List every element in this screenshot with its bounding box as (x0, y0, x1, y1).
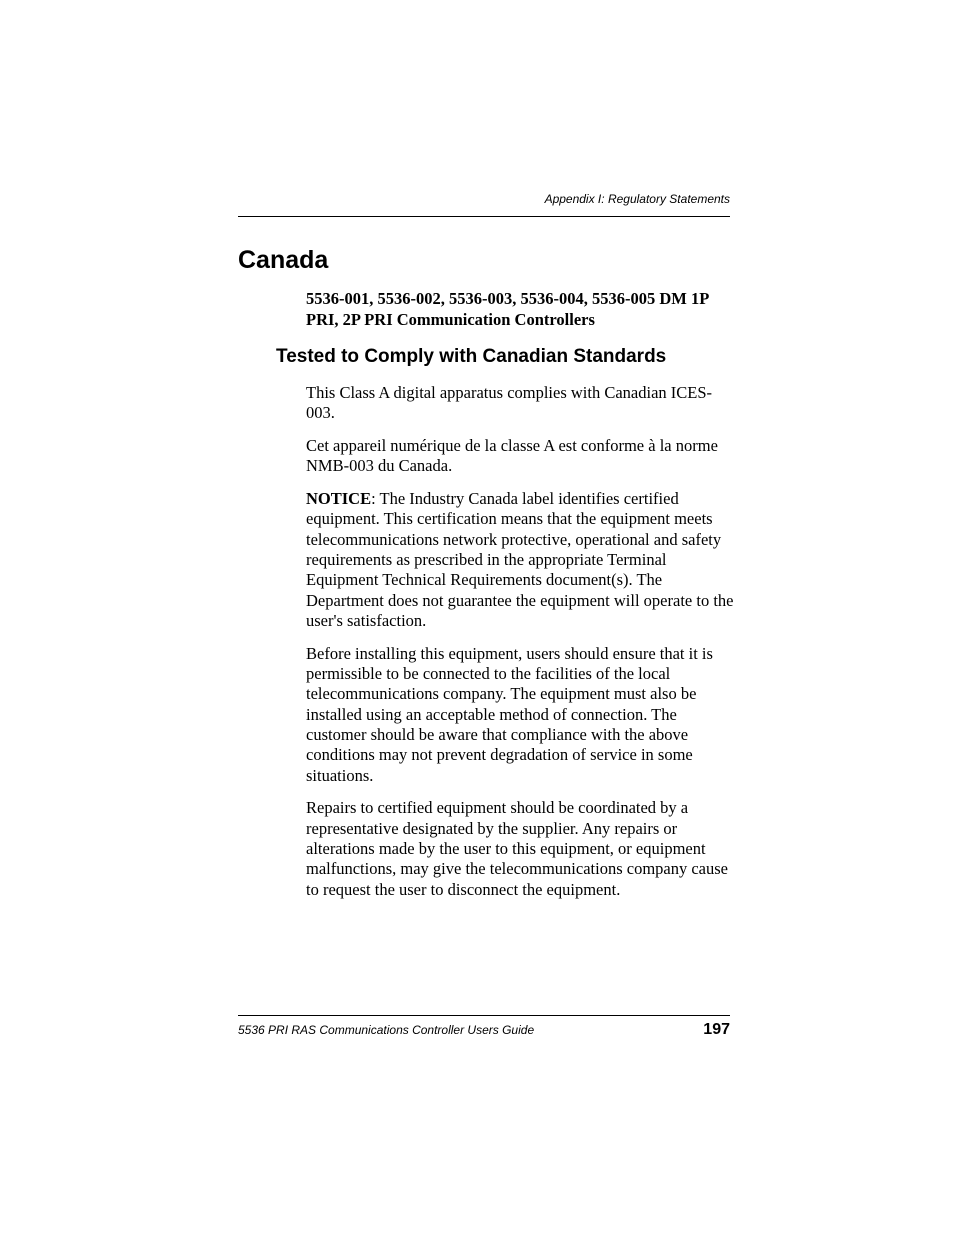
header-rule (238, 216, 730, 217)
paragraph-notice (306, 489, 734, 631)
paragraph-installation: Before installing this equipment, users should ensure that it is permissible to be connected to the facilities of the local telecommunications company. The equipment must also be installed using an acceptable method of connection. The customer should be aware that compliance with the above conditions may not prevent degradation of service in some situations. (306, 643, 713, 785)
paragraph-repairs: Repairs to certified equipment should be coordinated by a representative designated by the supplier. Any repairs or alterations made by the user to this equipment, or equipment malfunctions, may give the telecommunications company cause to request the user to disconnect the equipment. (306, 798, 728, 899)
subsection-title: Tested to Comply with Canadian Standards (276, 346, 667, 367)
product-heading: 5536-001, 5536-002, 5536-003, 5536-004, 5536-005 DM 1P PRI, 2P PRI Communication Controllers (306, 289, 709, 329)
footer-rule (238, 1015, 730, 1016)
page-number: 197 (703, 1021, 730, 1038)
section-title: Canada (238, 246, 329, 274)
body-text (306, 383, 734, 912)
notice-label: NOTICE (306, 489, 372, 509)
paragraph-nmb: Cet appareil numérique de la classe A est conforme à la norme NMB-003 du Canada. (306, 436, 718, 476)
footer-document-title: 5536 PRI RAS Communications Controller Users Guide (238, 1023, 535, 1037)
paragraph-ices: This Class A digital apparatus complies with Canadian ICES-003. (306, 383, 713, 423)
notice-text: : The Industry Canada label identifies certified equipment. This certification means that the equipment meets telecommunications network protective, operational and safety requirements as prescribed in the appropriate Terminal Equipment Technical Requirements document(s). The Department does not guarantee the equipment will operate to the user's satisfaction. (306, 489, 734, 630)
running-header: Appendix I: Regulatory Statements (544, 192, 730, 206)
